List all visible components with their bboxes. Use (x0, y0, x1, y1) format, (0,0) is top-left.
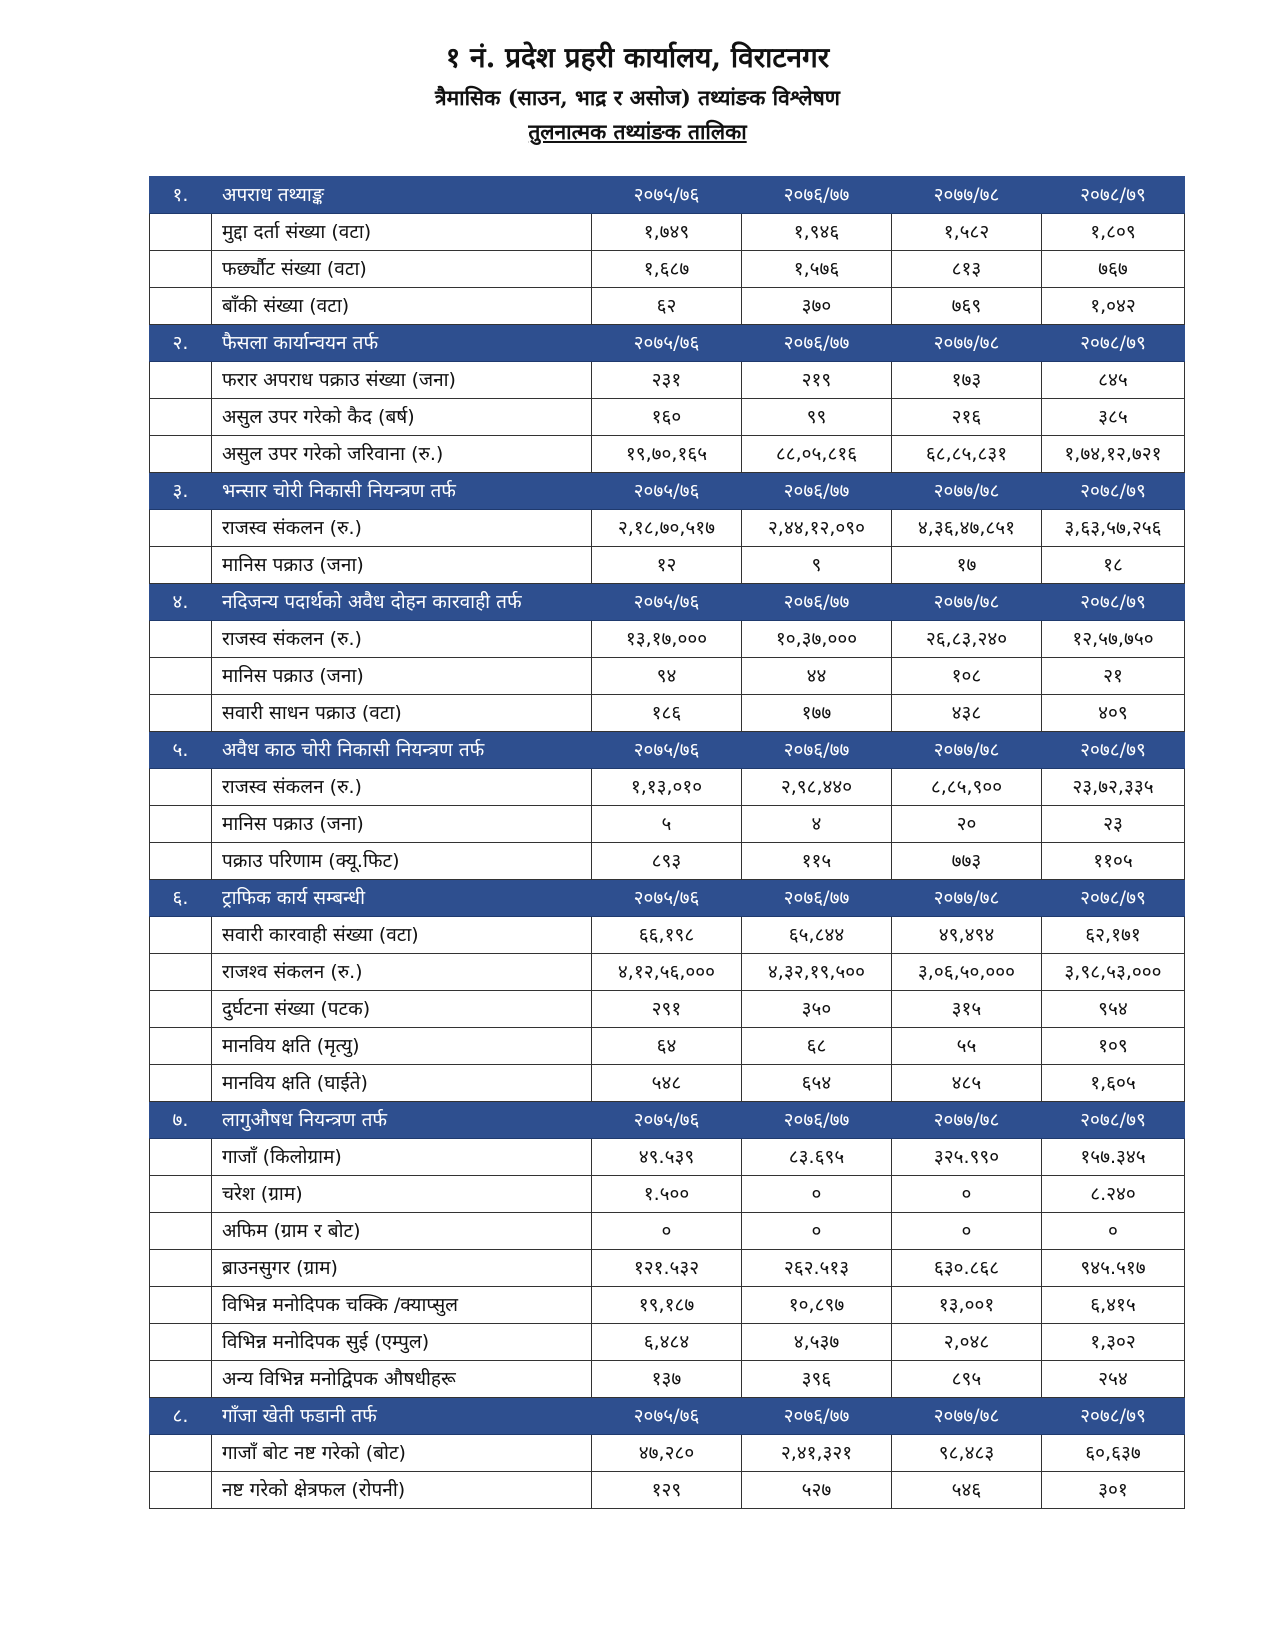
value-cell: ८,८५,९०० (892, 769, 1042, 806)
empty-cell (150, 1213, 212, 1250)
value-cell: १०८ (892, 658, 1042, 695)
value-cell: १२,५७,७५० (1042, 621, 1185, 658)
value-cell: ६३०.८६८ (892, 1250, 1042, 1287)
row-label: अन्य विभिन्न मनोद्विपक औषधीहरू (212, 1361, 592, 1398)
section-number: ७. (150, 1102, 212, 1139)
section-header-row (150, 473, 1185, 510)
empty-cell (150, 917, 212, 954)
empty-cell (150, 362, 212, 399)
data-row (150, 1435, 1185, 1472)
section-title: ट्राफिक कार्य सम्बन्धी (212, 880, 592, 917)
value-cell: ४४ (742, 658, 892, 695)
value-cell: ३,६३,५७,२५६ (1042, 510, 1185, 547)
value-cell: ४०९ (1042, 695, 1185, 732)
value-cell: ६४ (592, 1028, 742, 1065)
value-cell: ३१५ (892, 991, 1042, 1028)
value-cell: १०,३७,००० (742, 621, 892, 658)
section-header-row (150, 732, 1185, 769)
value-cell: ४८५ (892, 1065, 1042, 1102)
year-header: २०७६/७७ (742, 584, 892, 621)
row-label: फरार अपराध पक्राउ संख्या (जना) (212, 362, 592, 399)
empty-cell (150, 1139, 212, 1176)
document-header (0, 40, 1275, 146)
value-cell: ११५ (742, 843, 892, 880)
row-label: राजस्व संकलन (रु.) (212, 621, 592, 658)
value-cell: ३०१ (1042, 1472, 1185, 1509)
table-title: तुलनात्मक तथ्यांङक तालिका (528, 119, 747, 144)
page-title: १ नं. प्रदेश प्रहरी कार्यालय, विराटनगर (445, 41, 830, 74)
empty-cell (150, 1361, 212, 1398)
value-cell: ७६९ (892, 288, 1042, 325)
year-header: २०७७/७८ (892, 325, 1042, 362)
value-cell: ४,३६,४७,८५१ (892, 510, 1042, 547)
data-row (150, 1139, 1185, 1176)
year-header: २०७७/७८ (892, 880, 1042, 917)
row-label: सवारी साधन पक्राउ (वटा) (212, 695, 592, 732)
value-cell: ८.२४० (1042, 1176, 1185, 1213)
year-header: २०७८/७९ (1042, 880, 1185, 917)
value-cell: ४३८ (892, 695, 1042, 732)
section-header-row (150, 880, 1185, 917)
data-row (150, 1324, 1185, 1361)
value-cell: ८९५ (892, 1361, 1042, 1398)
value-cell: ६८,८५,८३१ (892, 436, 1042, 473)
year-header: २०७८/७९ (1042, 325, 1185, 362)
value-cell: १७७ (742, 695, 892, 732)
year-header: २०७८/७९ (1042, 473, 1185, 510)
value-cell: ७६७ (1042, 251, 1185, 288)
empty-cell (150, 399, 212, 436)
empty-cell (150, 695, 212, 732)
value-cell: १७३ (892, 362, 1042, 399)
empty-cell (150, 1250, 212, 1287)
value-cell: १,६८७ (592, 251, 742, 288)
value-cell: ४,५३७ (742, 1324, 892, 1361)
value-cell: १,१३,०१० (592, 769, 742, 806)
row-label: पक्राउ परिणाम (क्यू.फिट) (212, 843, 592, 880)
year-header: २०७५/७६ (592, 473, 742, 510)
data-row (150, 917, 1185, 954)
year-header: २०७५/७६ (592, 1102, 742, 1139)
value-cell: ३२५.९९० (892, 1139, 1042, 1176)
row-label: राजस्व संकलन (रु.) (212, 769, 592, 806)
value-cell: ३,९८,५३,००० (1042, 954, 1185, 991)
year-header: २०७६/७७ (742, 1398, 892, 1435)
value-cell: २५४ (1042, 1361, 1185, 1398)
value-cell: २३१ (592, 362, 742, 399)
value-cell: ३,०६,५०,००० (892, 954, 1042, 991)
empty-cell (150, 1028, 212, 1065)
value-cell: ९५४ (1042, 991, 1185, 1028)
row-label: चरेश (ग्राम) (212, 1176, 592, 1213)
value-cell: २० (892, 806, 1042, 843)
value-cell: ११०५ (1042, 843, 1185, 880)
section-number: १. (150, 177, 212, 214)
value-cell: ६८ (742, 1028, 892, 1065)
data-row (150, 991, 1185, 1028)
section-title: लागुऔषध नियन्त्रण तर्फ (212, 1102, 592, 1139)
value-cell: २१६ (892, 399, 1042, 436)
empty-cell (150, 954, 212, 991)
value-cell: ३७० (742, 288, 892, 325)
section-number: २. (150, 325, 212, 362)
value-cell: १०,८९७ (742, 1287, 892, 1324)
value-cell: २१ (1042, 658, 1185, 695)
value-cell: ६०,६३७ (1042, 1435, 1185, 1472)
value-cell: ४ (742, 806, 892, 843)
data-row (150, 1028, 1185, 1065)
value-cell: ९ (742, 547, 892, 584)
value-cell: ८१३ (892, 251, 1042, 288)
data-row (150, 436, 1185, 473)
section-number: ३. (150, 473, 212, 510)
empty-cell (150, 1065, 212, 1102)
year-header: २०७७/७८ (892, 177, 1042, 214)
year-header: २०७८/७९ (1042, 1398, 1185, 1435)
data-row (150, 362, 1185, 399)
value-cell: ५२७ (742, 1472, 892, 1509)
row-label: मानविय क्षति (मृत्यु) (212, 1028, 592, 1065)
value-cell: २३,७२,३३५ (1042, 769, 1185, 806)
section-number: ८. (150, 1398, 212, 1435)
value-cell: ० (742, 1176, 892, 1213)
empty-cell (150, 991, 212, 1028)
row-label: विभिन्न मनोदिपक चक्कि /क्याप्सुल (212, 1287, 592, 1324)
year-header: २०७७/७८ (892, 732, 1042, 769)
value-cell: २,९८,४४० (742, 769, 892, 806)
data-row (150, 1176, 1185, 1213)
value-cell: ३५० (742, 991, 892, 1028)
value-cell: २३ (1042, 806, 1185, 843)
data-row (150, 843, 1185, 880)
section-number: ४. (150, 584, 212, 621)
year-header: २०७६/७७ (742, 177, 892, 214)
value-cell: ४,३२,१९,५०० (742, 954, 892, 991)
value-cell: ५५ (892, 1028, 1042, 1065)
value-cell: ३८५ (1042, 399, 1185, 436)
empty-cell (150, 1176, 212, 1213)
year-header: २०७६/७७ (742, 732, 892, 769)
data-row (150, 1472, 1185, 1509)
value-cell: १६० (592, 399, 742, 436)
row-label: मुद्दा दर्ता संख्या (वटा) (212, 214, 592, 251)
page-subtitle: त्रैमासिक (साउन, भाद्र र असोज) तथ्यांङक विश्लेषण (435, 85, 840, 110)
section-number: ५. (150, 732, 212, 769)
data-row (150, 695, 1185, 732)
value-cell: ८८,०५,८१६ (742, 436, 892, 473)
row-label: मानिस पक्राउ (जना) (212, 658, 592, 695)
year-header: २०७६/७७ (742, 325, 892, 362)
value-cell: १२१.५३२ (592, 1250, 742, 1287)
value-cell: १,८०९ (1042, 214, 1185, 251)
year-header: २०७५/७६ (592, 1398, 742, 1435)
data-row (150, 1213, 1185, 1250)
year-header: २०७५/७६ (592, 584, 742, 621)
value-cell: १,३०२ (1042, 1324, 1185, 1361)
empty-cell (150, 1435, 212, 1472)
year-header: २०७५/७६ (592, 880, 742, 917)
row-label: फर्छ्यौट संख्या (वटा) (212, 251, 592, 288)
data-row (150, 1065, 1185, 1102)
year-header: २०७५/७६ (592, 732, 742, 769)
data-row (150, 510, 1185, 547)
value-cell: १,५७६ (742, 251, 892, 288)
section-header-row (150, 325, 1185, 362)
year-header: २०७७/७८ (892, 1398, 1042, 1435)
data-row (150, 658, 1185, 695)
section-title: अवैध काठ चोरी निकासी नियन्त्रण तर्फ (212, 732, 592, 769)
value-cell: ४९,४९४ (892, 917, 1042, 954)
value-cell: १३,१७,००० (592, 621, 742, 658)
year-header: २०७६/७७ (742, 473, 892, 510)
year-header: २०७७/७८ (892, 473, 1042, 510)
empty-cell (150, 251, 212, 288)
value-cell: २९१ (592, 991, 742, 1028)
empty-cell (150, 214, 212, 251)
year-header: २०७७/७८ (892, 1102, 1042, 1139)
data-row (150, 621, 1185, 658)
value-cell: ९९ (742, 399, 892, 436)
empty-cell (150, 658, 212, 695)
value-cell: १,०४२ (1042, 288, 1185, 325)
value-cell: ६५४ (742, 1065, 892, 1102)
value-cell: ६५,८४४ (742, 917, 892, 954)
statistics-table (149, 176, 1185, 1509)
empty-cell (150, 843, 212, 880)
year-header: २०७८/७९ (1042, 584, 1185, 621)
year-header: २०७७/७८ (892, 584, 1042, 621)
value-cell: १२९ (592, 1472, 742, 1509)
row-label: असुल उपर गरेको जरिवाना (रु.) (212, 436, 592, 473)
value-cell: ८९३ (592, 843, 742, 880)
value-cell: ८३.६९५ (742, 1139, 892, 1176)
row-label: मानिस पक्राउ (जना) (212, 806, 592, 843)
value-cell: ६२ (592, 288, 742, 325)
row-label: ब्राउनसुगर (ग्राम) (212, 1250, 592, 1287)
value-cell: १,६०५ (1042, 1065, 1185, 1102)
value-cell: १९,१८७ (592, 1287, 742, 1324)
empty-cell (150, 621, 212, 658)
value-cell: २,४४,१२,०९० (742, 510, 892, 547)
value-cell: १०९ (1042, 1028, 1185, 1065)
year-header: २०७८/७९ (1042, 177, 1185, 214)
value-cell: ० (592, 1213, 742, 1250)
row-label: राजस्व संकलन (रु.) (212, 510, 592, 547)
section-header-row (150, 177, 1185, 214)
value-cell: २६,८३,२४० (892, 621, 1042, 658)
row-label: गाजाँ (किलोग्राम) (212, 1139, 592, 1176)
data-row (150, 288, 1185, 325)
row-label: विभिन्न मनोदिपक सुई (एम्पुल) (212, 1324, 592, 1361)
value-cell: ६,४१५ (1042, 1287, 1185, 1324)
data-row (150, 1250, 1185, 1287)
value-cell: २१९ (742, 362, 892, 399)
value-cell: १५७.३४५ (1042, 1139, 1185, 1176)
data-row (150, 214, 1185, 251)
value-cell: १,९४६ (742, 214, 892, 251)
value-cell: ९४ (592, 658, 742, 695)
section-title: भन्सार चोरी निकासी नियन्त्रण तर्फ (212, 473, 592, 510)
data-row (150, 547, 1185, 584)
empty-cell (150, 769, 212, 806)
value-cell: ६६,१९८ (592, 917, 742, 954)
value-cell: २,१८,७०,५१७ (592, 510, 742, 547)
value-cell: ९८,४८३ (892, 1435, 1042, 1472)
section-title: फैसला कार्यान्वयन तर्फ (212, 325, 592, 362)
section-title: नदिजन्य पदार्थको अवैध दोहन कारवाही तर्फ (212, 584, 592, 621)
empty-cell (150, 510, 212, 547)
value-cell: ४९.५३९ (592, 1139, 742, 1176)
data-row (150, 251, 1185, 288)
value-cell: ९४५.५१७ (1042, 1250, 1185, 1287)
statistics-table-body (150, 177, 1185, 1509)
value-cell: ५४६ (892, 1472, 1042, 1509)
section-header-row (150, 584, 1185, 621)
section-header-row (150, 1398, 1185, 1435)
row-label: अफिम (ग्राम र बोट) (212, 1213, 592, 1250)
year-header: २०७५/७६ (592, 177, 742, 214)
section-title: गाँजा खेती फडानी तर्फ (212, 1398, 592, 1435)
year-header: २०७६/७७ (742, 1102, 892, 1139)
value-cell: १८६ (592, 695, 742, 732)
value-cell: ५ (592, 806, 742, 843)
row-label: दुर्घटना संख्या (पटक) (212, 991, 592, 1028)
value-cell: १२ (592, 547, 742, 584)
data-row (150, 954, 1185, 991)
value-cell: १.५०० (592, 1176, 742, 1213)
empty-cell (150, 288, 212, 325)
value-cell: ६२,१७१ (1042, 917, 1185, 954)
value-cell: ६,४८४ (592, 1324, 742, 1361)
data-row (150, 1361, 1185, 1398)
row-label: असुल उपर गरेको कैद (बर्ष) (212, 399, 592, 436)
empty-cell (150, 547, 212, 584)
value-cell: ८४५ (1042, 362, 1185, 399)
value-cell: २,४१,३२१ (742, 1435, 892, 1472)
row-label: सवारी कारवाही संख्या (वटा) (212, 917, 592, 954)
data-row (150, 769, 1185, 806)
row-label: बाँकी संख्या (वटा) (212, 288, 592, 325)
empty-cell (150, 806, 212, 843)
value-cell: ० (1042, 1213, 1185, 1250)
row-label: राजश्व संकलन (रु.) (212, 954, 592, 991)
value-cell: १९,७०,१६५ (592, 436, 742, 473)
value-cell: ० (892, 1176, 1042, 1213)
year-header: २०७६/७७ (742, 880, 892, 917)
value-cell: ० (892, 1213, 1042, 1250)
row-label: गाजाँ बोट नष्ट गरेको (बोट) (212, 1435, 592, 1472)
empty-cell (150, 1472, 212, 1509)
value-cell: १७ (892, 547, 1042, 584)
row-label: मानिस पक्राउ (जना) (212, 547, 592, 584)
value-cell: ७७३ (892, 843, 1042, 880)
year-header: २०७८/७९ (1042, 1102, 1185, 1139)
section-title: अपराध तथ्याङ्क (212, 177, 592, 214)
section-header-row (150, 1102, 1185, 1139)
row-label: मानविय क्षति (घाईते) (212, 1065, 592, 1102)
data-row (150, 399, 1185, 436)
empty-cell (150, 1287, 212, 1324)
value-cell: २,०४८ (892, 1324, 1042, 1361)
empty-cell (150, 1324, 212, 1361)
row-label: नष्ट गरेको क्षेत्रफल (रोपनी) (212, 1472, 592, 1509)
empty-cell (150, 436, 212, 473)
year-header: २०७५/७६ (592, 325, 742, 362)
value-cell: १,७४,१२,७२१ (1042, 436, 1185, 473)
value-cell: १,५८२ (892, 214, 1042, 251)
year-header: २०७८/७९ (1042, 732, 1185, 769)
data-row (150, 1287, 1185, 1324)
value-cell: १३,००१ (892, 1287, 1042, 1324)
value-cell: ४,१२,५६,००० (592, 954, 742, 991)
value-cell: ४७,२८० (592, 1435, 742, 1472)
value-cell: ५४८ (592, 1065, 742, 1102)
value-cell: १३७ (592, 1361, 742, 1398)
section-number: ६. (150, 880, 212, 917)
value-cell: १,७४९ (592, 214, 742, 251)
data-row (150, 806, 1185, 843)
value-cell: १८ (1042, 547, 1185, 584)
value-cell: ३९६ (742, 1361, 892, 1398)
value-cell: २६२.५१३ (742, 1250, 892, 1287)
value-cell: ० (742, 1213, 892, 1250)
